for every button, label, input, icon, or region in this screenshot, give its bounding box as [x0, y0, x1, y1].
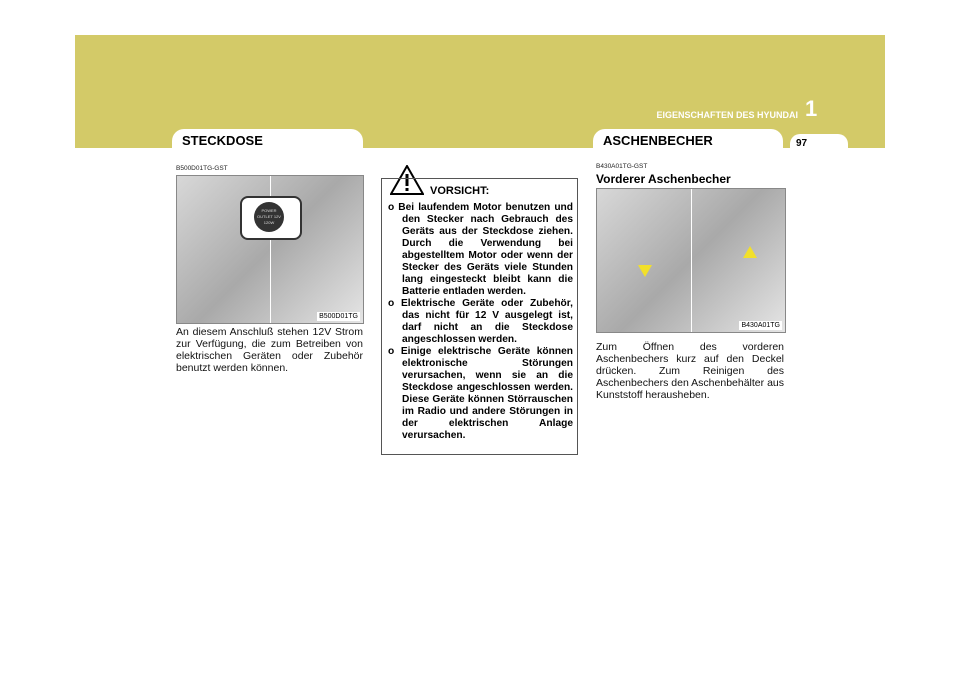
image-code: B500D01TG	[319, 313, 358, 320]
chapter-number: 1	[805, 96, 818, 121]
section-title-steckdose: STECKDOSE	[172, 129, 363, 149]
chapter-title: EIGENSCHAFTEN DES HYUNDAI	[656, 110, 798, 120]
image-code: B430A01TG	[741, 322, 780, 329]
warning-box	[381, 178, 578, 455]
section-title-aschenbecher: ASCHENBECHER	[593, 129, 783, 149]
warning-item: o Elektrische Geräte oder Zubehör, das nicht für 12 V ausgelegt ist, darf nicht an die Steckdose angeschlossen werden.	[388, 298, 573, 345]
power-outlet-icon	[240, 196, 302, 240]
outlet-label: POWER OUTLET 12V 120W	[254, 202, 284, 232]
left-code: B500D01TG-GST	[176, 165, 228, 172]
right-paragraph: Zum Öffnen des vorderen Aschenbechers kurz auf den Deckel drücken. Zum Reinigen des Aschenbechers den Aschenbehälter aus Kunststoff herausheben.	[596, 341, 784, 401]
page-number: 97	[790, 134, 848, 150]
subsection-title: Vorderer Aschenbecher	[596, 172, 731, 186]
ashtray-image	[596, 188, 786, 333]
right-code: B430A01TG-GST	[596, 163, 648, 170]
left-paragraph: An diesem Anschluß stehen 12V Strom zur Verfügung, die zum Betreiben von elektrischen Geräten oder Zubehör benutzt werden können.	[176, 326, 363, 374]
arrow-down-icon	[638, 265, 652, 277]
warning-item: o Einige elektrische Geräte können elektronische Störungen verursachen, wenn sie an die Steckdose angeschlossen werden. Diese Geräte können Störrauschen im Radio und andere Störungen in der elektrischen Anlage verursachen.	[388, 346, 573, 441]
arrow-up-icon	[743, 246, 757, 258]
warning-item: o Bei laufendem Motor benutzen und den Stecker nach Gebrauch des Geräts aus der Steckdose ziehen. Durch die Verwendung bei abgestelltem Motor oder wenn der Stecker des Geräts viele Stunden lang eingesteckt bleibt kann die Batterie entladen werden.	[388, 202, 573, 297]
warning-title: VORSICHT:	[430, 185, 490, 197]
